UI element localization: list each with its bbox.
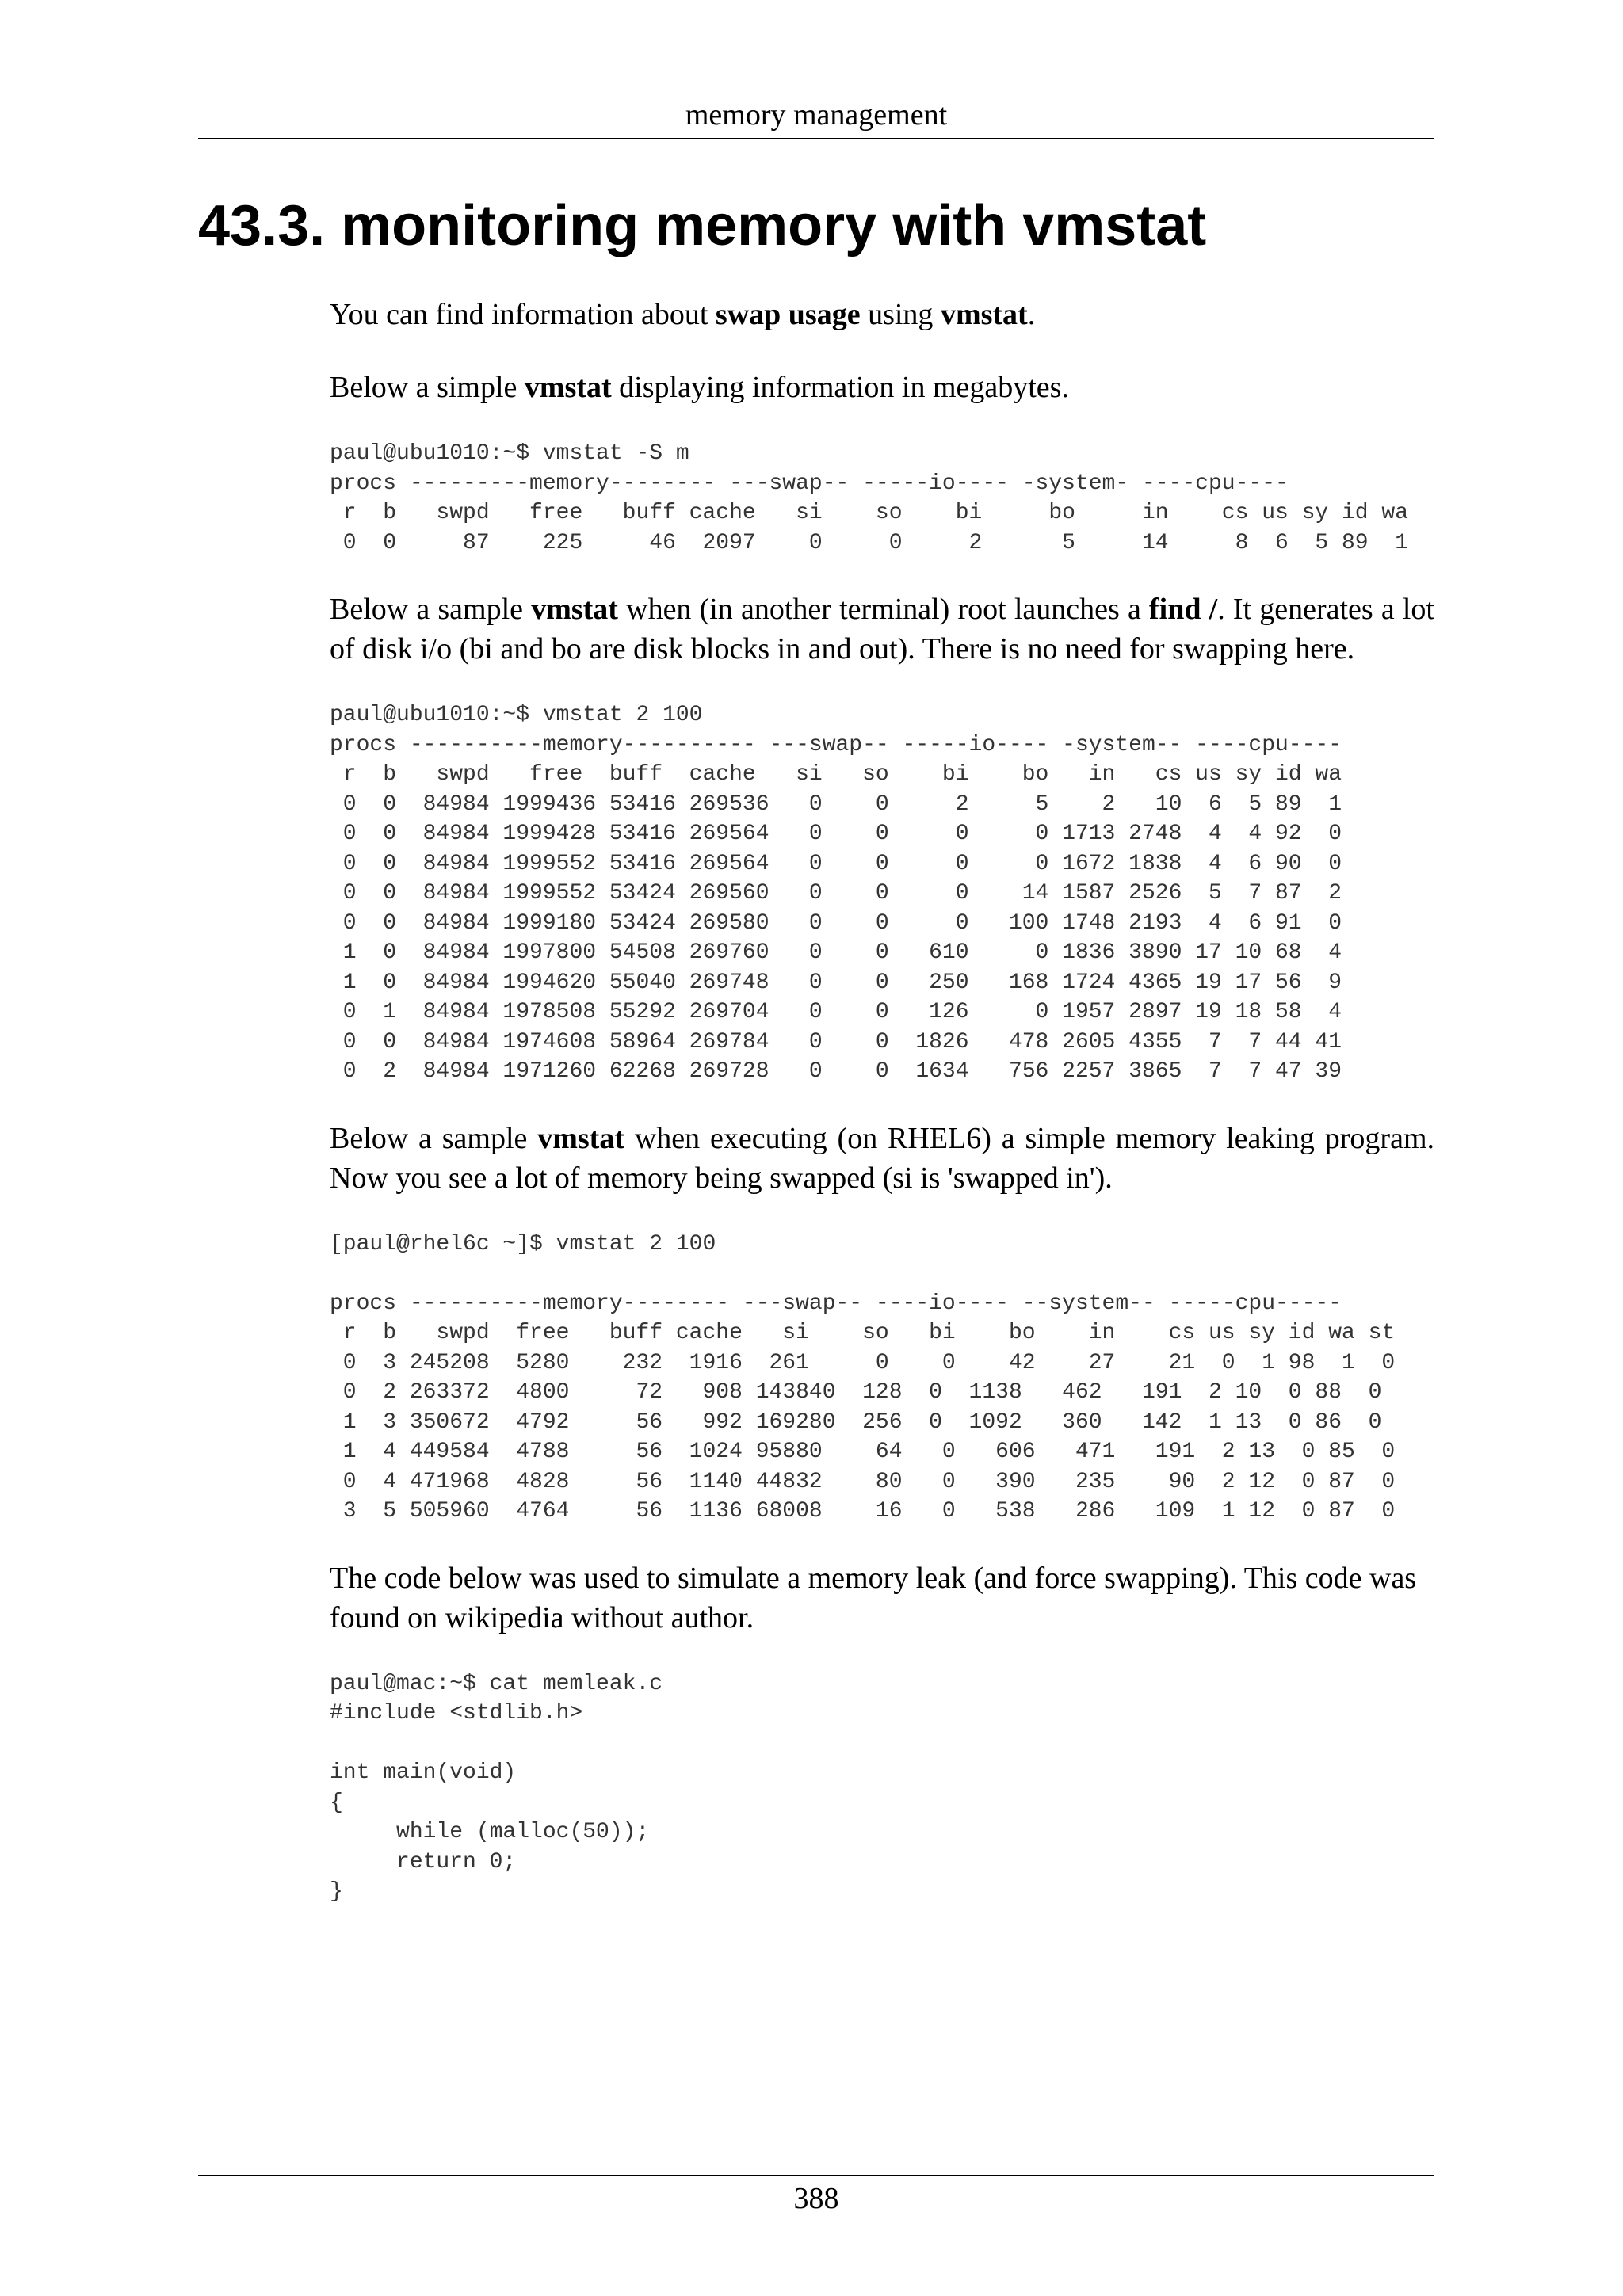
running-header: memory management (685, 98, 948, 132)
spacer (330, 1638, 1434, 1669)
bold-term: swap usage (715, 298, 861, 331)
bold-term: vmstat (537, 1121, 624, 1155)
code-block-vmstat-swapping: [paul@rhel6c ~]$ vmstat 2 100 procs ----------memory-------- ---swap-- ----io---- --system-- -----cpu----- r b swpd free buff cache si so bi bo in cs us sy id wa st 0 3 245208 5280 232 1916 261 0 0 42 27 21 0 1 98 1 0 0 2 263372 4800 72 908 143840 128 0 1138 462 191 2 10 0 88 0 1 3 350672 4792 56 992 169280 256 0 1092 360 142 1 13 0 86 0 1 4 449584 4788 56 1024 95880 64 0 606 471 191 2 13 0 85 0 0 4 471968 4828 56 1140 44832 80 0 390 235 90 2 12 0 87 0 3 5 505960 4764 56 1136 68008 16 0 538 286 109 1 12 0 87 0 (330, 1231, 1396, 1524)
disk-io-paragraph (330, 589, 1434, 669)
footer-rule (198, 2175, 1434, 2176)
bold-term: vmstat (524, 371, 612, 404)
text: You can find information about (330, 298, 716, 331)
bold-term: vmstat (531, 593, 618, 626)
spacer (330, 1087, 1434, 1119)
section-body (330, 295, 1434, 1907)
bold-term: find / (1149, 593, 1218, 626)
text: when (in another terminal) root launches a (617, 593, 1149, 626)
memory-leak-paragraph (330, 1119, 1434, 1198)
section-title: 43.3. monitoring memory with vmstat (198, 194, 1207, 257)
text: using (860, 298, 941, 331)
simple-vmstat-paragraph (330, 368, 1434, 407)
text: . (1027, 298, 1036, 331)
spacer (330, 558, 1434, 589)
spacer (330, 407, 1434, 439)
text: displaying information in megabytes. (611, 371, 1069, 404)
spacer (330, 669, 1434, 700)
intro-paragraph (330, 295, 1434, 334)
spacer (330, 1198, 1434, 1230)
text: . It generates a lot of disk i/o (bi and bo are disk blocks in and out). There is no need for swapping here. (330, 593, 1434, 666)
spacer (330, 334, 1434, 368)
code-block-memleak-source: paul@mac:~$ cat memleak.c #include <stdlib.h> int main(void) { while (malloc(50)); return 0; } (330, 1671, 663, 1904)
text: when executing (on RHEL6) a simple memory leaking program. Now you see a lot of memory being swapped (si is 'swapped in'). (330, 1121, 1434, 1195)
text: Below a sample (330, 593, 532, 626)
bold-term: vmstat (940, 298, 1028, 331)
spacer (330, 1527, 1434, 1558)
code-source-paragraph: The code below was used to simulate a memory leak (and force swapping). This code was found on wikipedia without author. (330, 1561, 1417, 1634)
text: Below a simple (330, 371, 525, 404)
code-block-vmstat-megabytes: paul@ubu1010:~$ vmstat -S m procs ---------memory-------- ---swap-- -----io---- -system- ----cpu---- r b swpd free buff cache si so bi bo in cs us sy id wa 0 0 87 225 46 2097 0 0 2 5 14 8 6 5 89 1 (330, 441, 1409, 555)
header-rule (198, 138, 1434, 139)
code-block-vmstat-disk-io: paul@ubu1010:~$ vmstat 2 100 procs ----------memory---------- ---swap-- -----io---- -system-- ----cpu---- r b swpd free buff cache si so bi bo in cs us sy id wa 0 0 84984 1999436 53416 269536 0 0 2 5 2 10 6 5 89 1 0 0 84984 1999428 53416 269564 0 0 0 0 1713 2748 4 4 92 0 0 0 84984 1999552 53416 269564 0 0 0 0 1672 1838 4 6 90 0 0 0 84984 1999552 53424 269560 0 0 0 14 1587 2526 5 7 87 2 0 0 84984 1999180 53424 269580 0 0 0 100 1748 2193 4 6 91 0 1 0 84984 1997800 54508 269760 0 0 610 0 1836 3890 17 10 68 4 1 0 84984 1994620 55040 269748 0 0 250 168 1724 4365 19 17 56 9 0 1 84984 1978508 55292 269704 0 0 126 0 1957 2897 19 18 58 4 0 0 84984 1974608 58964 269784 0 0 1826 478 2605 4355 7 7 44 41 0 2 84984 1971260 62268 269728 0 0 1634 756 2257 3865 7 7 47 39 (330, 703, 1342, 1084)
page-number: 388 (793, 2182, 839, 2215)
text: Below a sample (330, 1121, 538, 1155)
